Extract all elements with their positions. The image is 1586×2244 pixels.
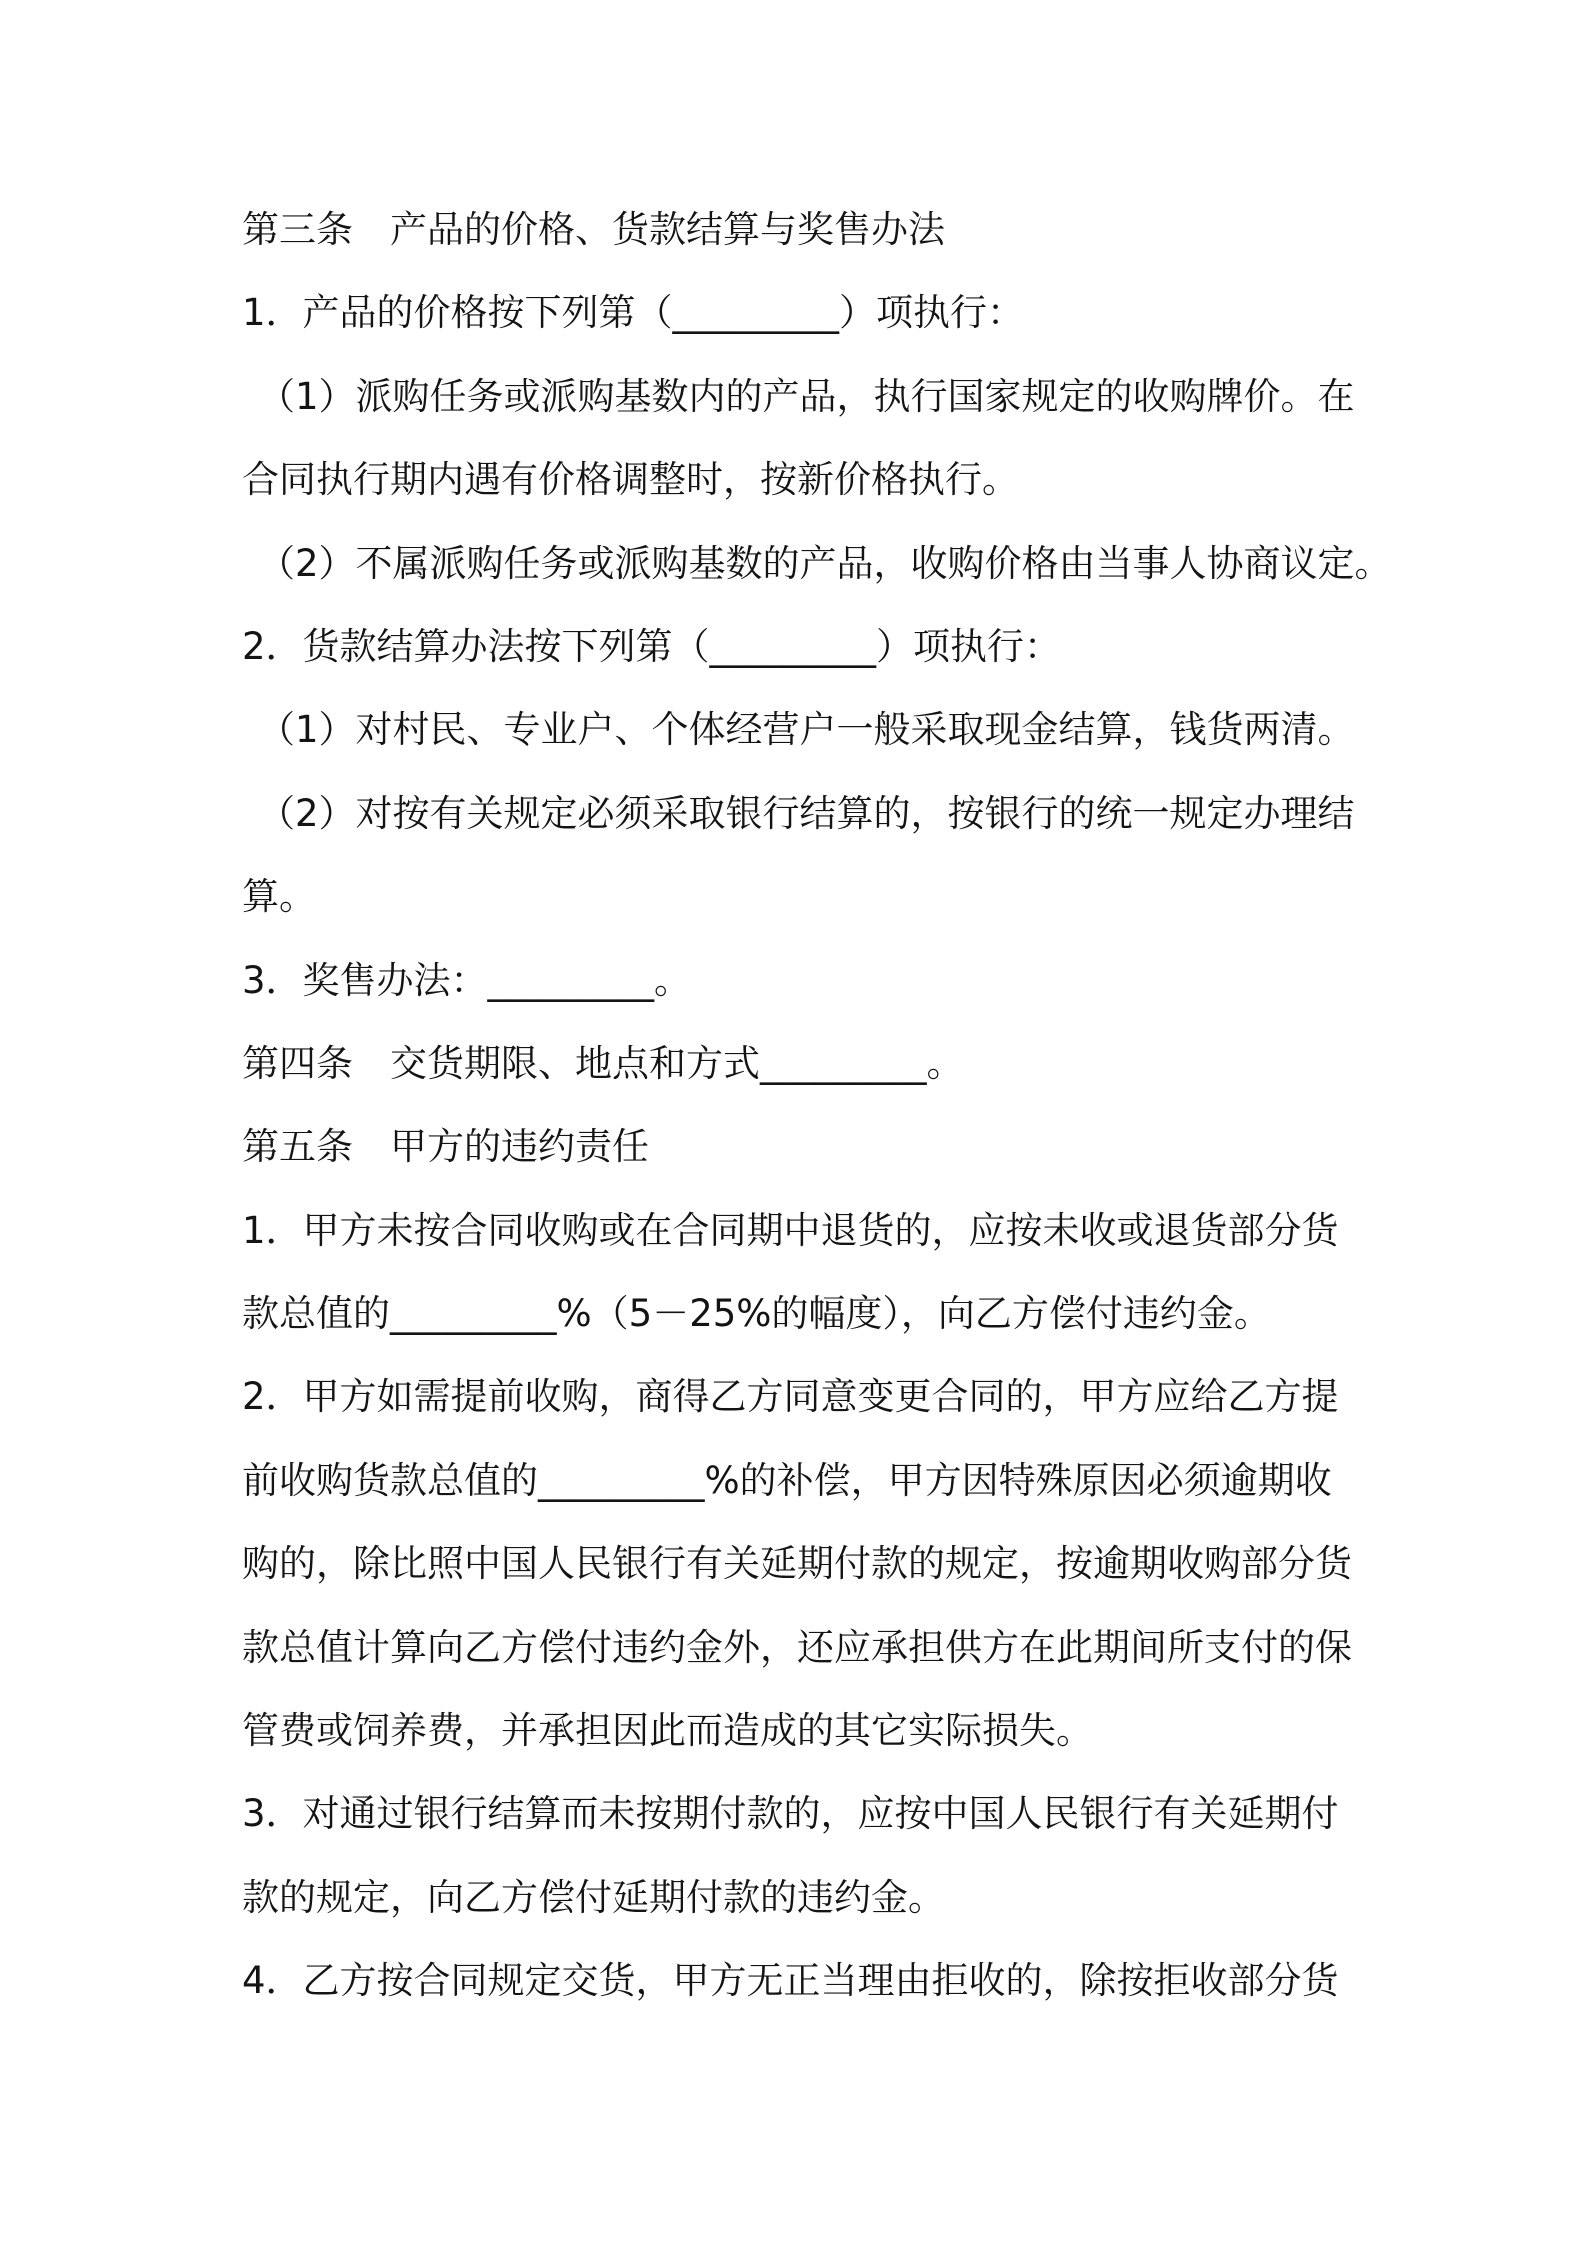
clause-3-1-option-2: （2）不属派购任务或派购基数的产品，收购价格由当事人协商议定。 <box>258 541 1392 585</box>
clause-3-2: 2．货款结算办法按下列第（_________）项执行： <box>242 624 1062 668</box>
clause-3-2-option-2: （2）对按有关规定必须采取银行结算的，按银行的统一规定办理结 <box>258 791 1355 835</box>
clause-5-2-cont-3: 款总值计算向乙方偿付违约金外，还应承担供方在此期间所支付的保 <box>242 1625 1352 1669</box>
clause-5-2-cont-1: 前收购货款总值的_________%的补偿，甲方因特殊原因必须逾期收 <box>242 1458 1332 1502</box>
clause-3-1: 1．产品的价格按下列第（_________）项执行： <box>242 291 1025 335</box>
clause-3-1-option-1: （1）派购任务或派购基数内的产品，执行国家规定的收购牌价。在 <box>258 374 1355 418</box>
clause-3-3: 3．奖售办法：_________。 <box>242 958 692 1002</box>
article-4-heading: 第四条 交货期限、地点和方式_________。 <box>242 1041 964 1085</box>
clause-5-1: 1．甲方未按合同收购或在合同期中退货的，应按未收或退货部分货 <box>242 1208 1339 1252</box>
clause-5-3-cont: 款的规定，向乙方偿付延期付款的违约金。 <box>242 1875 945 1919</box>
article-5-heading: 第五条 甲方的违约责任 <box>242 1125 649 1169</box>
clause-5-3: 3．对通过银行结算而未按期付款的，应按中国人民银行有关延期付 <box>242 1792 1339 1836</box>
clause-3-2-option-2-cont: 算。 <box>242 875 316 919</box>
clause-5-4: 4．乙方按合同规定交货，甲方无正当理由拒收的，除按拒收部分货 <box>242 1959 1339 2003</box>
clause-5-2-cont-4: 管费或饲养费，并承担因此而造成的其它实际损失。 <box>242 1709 1093 1753</box>
clause-5-2-cont-2: 购的，除比照中国人民银行有关延期付款的规定，按逾期收购部分货 <box>242 1542 1352 1586</box>
document-body <box>242 198 1392 2033</box>
clause-5-1-cont: 款总值的_________%（5－25%的幅度），向乙方偿付违约金。 <box>242 1292 1271 1336</box>
article-3-heading: 第三条 产品的价格、货款结算与奖售办法 <box>242 208 945 251</box>
clause-5-2: 2．甲方如需提前收购，商得乙方同意变更合同的，甲方应给乙方提 <box>242 1375 1339 1419</box>
clause-3-2-option-1: （1）对村民、专业户、个体经营户一般采取现金结算，钱货两清。 <box>258 708 1355 752</box>
clause-3-1-option-1-cont: 合同执行期内遇有价格调整时，按新价格执行。 <box>242 458 1019 502</box>
